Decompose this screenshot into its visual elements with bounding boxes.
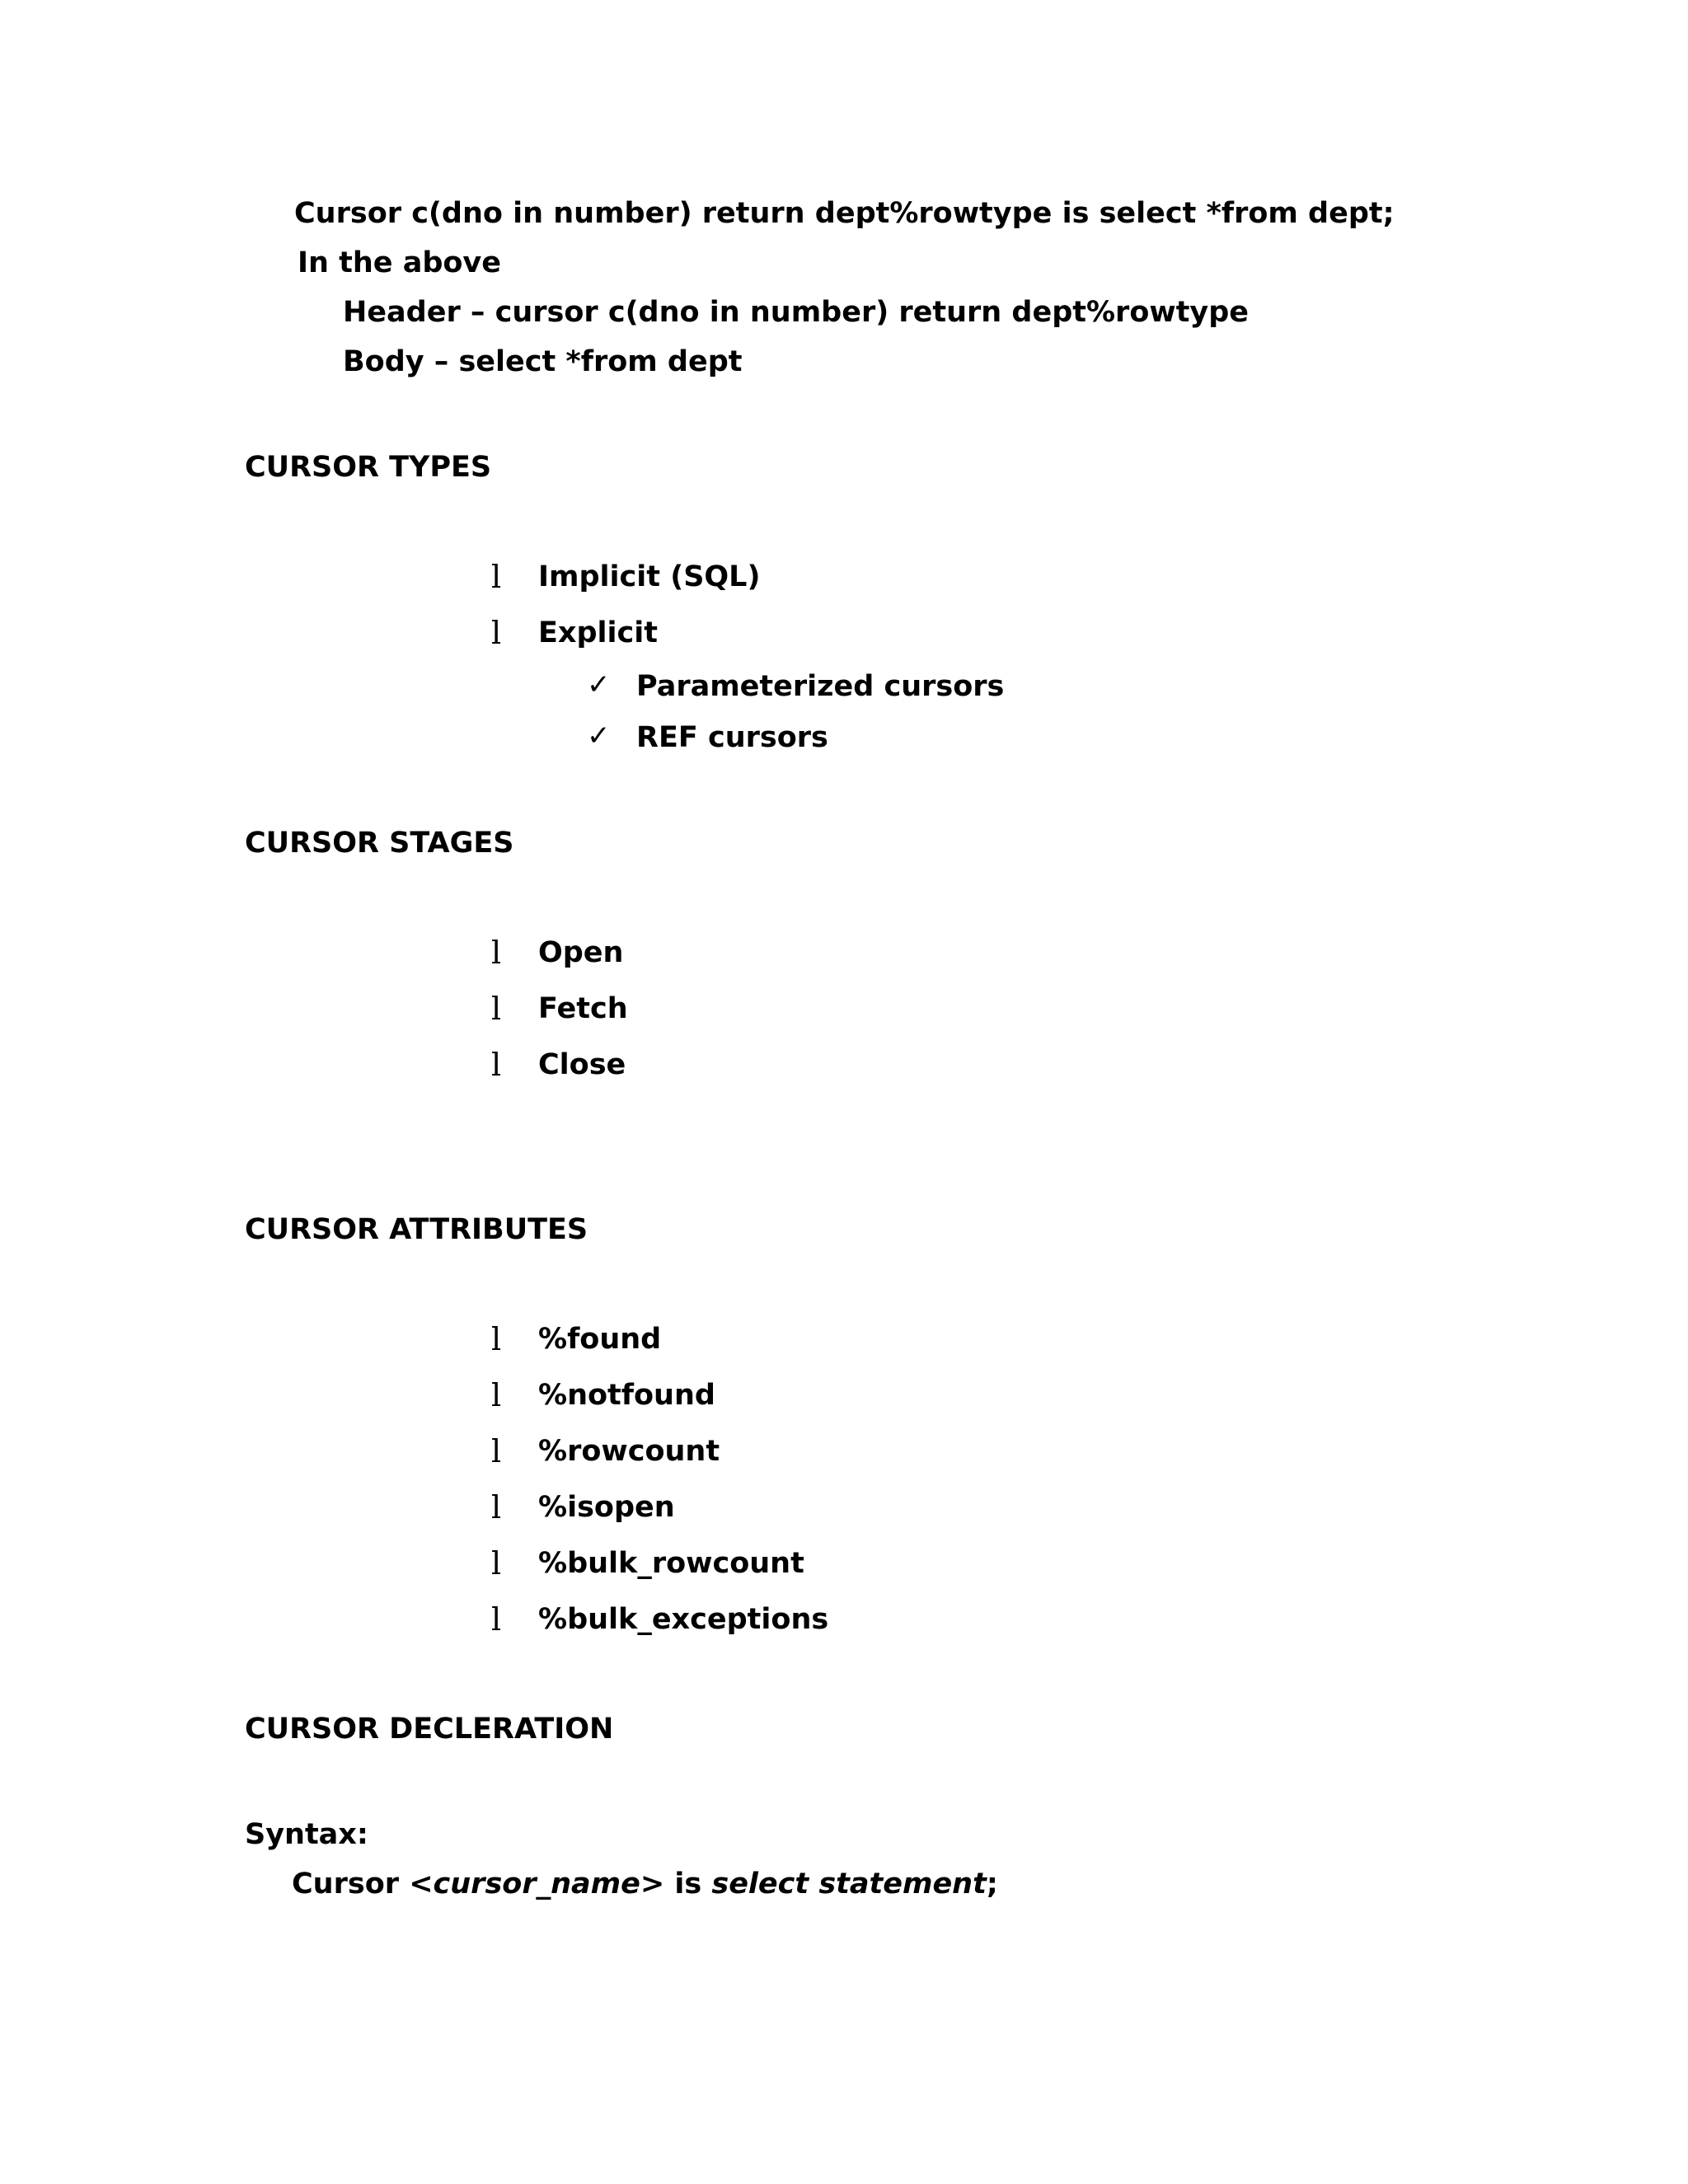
bullet-icon: l <box>491 1321 502 1357</box>
list-item-types-2: Explicit <box>538 616 659 649</box>
list-item-attr-5: %bulk_rowcount <box>538 1547 804 1580</box>
list-item-attr-6: %bulk_exceptions <box>538 1603 829 1636</box>
sub-item-types-1: Parameterized cursors <box>636 670 1005 703</box>
checkmark-icon: ✓ <box>587 719 611 752</box>
intro-line-3: Header – cursor c(dno in number) return dept%rowtype <box>343 296 1250 329</box>
syntax-part-5: ; <box>986 1868 998 1900</box>
list-item-attr-1: %found <box>538 1323 662 1356</box>
syntax-part-4: select statement <box>711 1868 987 1900</box>
intro-line-2: In the above <box>298 246 501 279</box>
bullet-icon: l <box>491 1433 502 1469</box>
list-item-attr-4: %isopen <box>538 1491 675 1524</box>
list-item-attr-2: %notfound <box>538 1379 715 1412</box>
bullet-icon: l <box>491 1047 502 1083</box>
bullet-icon: l <box>491 1601 502 1638</box>
heading-cursor-types: CURSOR TYPES <box>245 451 492 484</box>
bullet-icon: l <box>491 559 502 595</box>
intro-line-4: Body – select *from dept <box>343 345 743 378</box>
syntax-line <box>292 1866 998 1902</box>
bullet-icon: l <box>491 615 502 651</box>
bullet-icon: l <box>491 1545 502 1582</box>
heading-cursor-stages: CURSOR STAGES <box>245 827 514 860</box>
bullet-icon: l <box>491 991 502 1027</box>
checkmark-icon: ✓ <box>587 668 611 701</box>
syntax-part-3: > is <box>640 1868 712 1900</box>
heading-cursor-decleration: CURSOR DECLERATION <box>245 1713 614 1746</box>
list-item-stages-3: Close <box>538 1048 626 1081</box>
syntax-part-2: cursor_name <box>433 1868 640 1900</box>
list-item-types-1: Implicit (SQL) <box>538 560 761 593</box>
bullet-icon: l <box>491 1377 502 1413</box>
heading-cursor-attributes: CURSOR ATTRIBUTES <box>245 1213 588 1246</box>
bullet-icon: l <box>491 935 502 971</box>
list-item-stages-1: Open <box>538 936 624 969</box>
sub-item-types-2: REF cursors <box>636 721 828 754</box>
bullet-icon: l <box>491 1489 502 1526</box>
list-item-attr-3: %rowcount <box>538 1435 720 1468</box>
syntax-label: Syntax: <box>245 1818 368 1851</box>
list-item-stages-2: Fetch <box>538 992 628 1025</box>
intro-line-1: Cursor c(dno in number) return dept%rowtype is select *from dept; <box>294 197 1395 230</box>
syntax-part-1: Cursor < <box>292 1868 434 1900</box>
